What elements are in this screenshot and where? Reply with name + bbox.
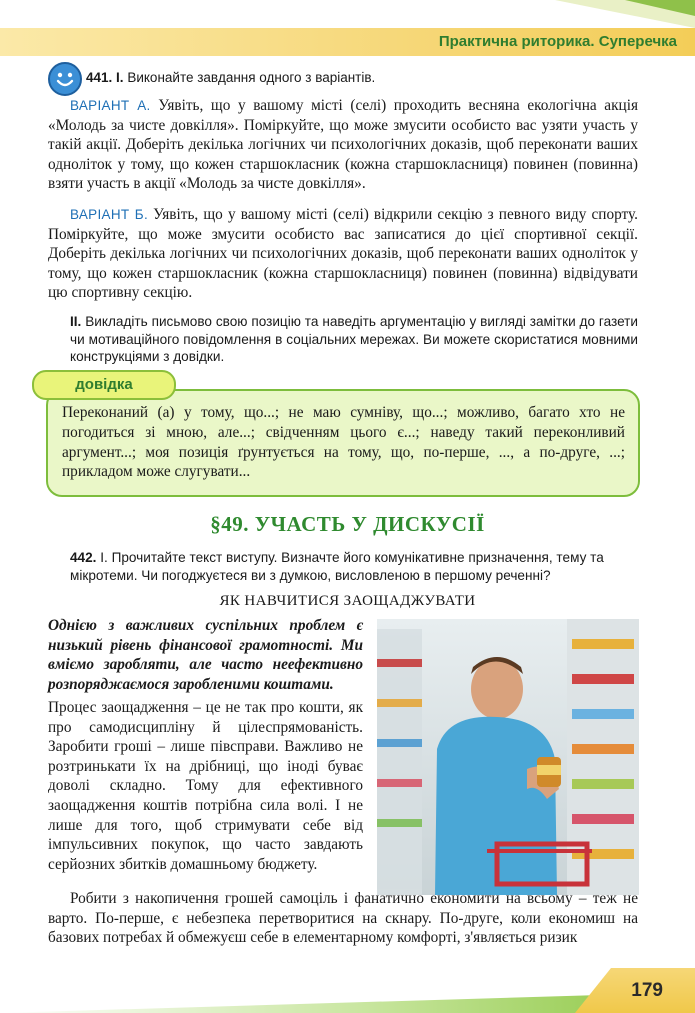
variant-b-text: Уявіть, що у вашому місті (селі) відкрили секцію з певного виду спорту. Поміркуйте, що може змусити особисто вас записатися до цієї спортивної секції. Доберіть декілька логічних чи психологічних доказів, щоб переконати ваших одноліток у тому, що кожен старшокласник (кожна старшокласниця) повинен (повинна) відвідувати цю спортивну секцію. [48, 206, 638, 302]
page-number: 179 [631, 980, 663, 1001]
task-441-part-2 [70, 313, 638, 366]
section-title: §49. УЧАСТЬ У ДИСКУСІЇ [210, 512, 485, 536]
task-part-roman: II. [70, 314, 82, 329]
task-442-heading [70, 549, 640, 584]
article-lead [48, 616, 363, 694]
supermarket-photo [377, 619, 639, 895]
task-number: 442. [70, 550, 97, 565]
task-part-roman: I. [116, 70, 124, 85]
variant-a-paragraph [48, 96, 638, 194]
task-442-text: Прочитайте текст виступу. Визначте його комунікативне призначення, тему та мікротеми. Чи погоджуєтеся ви з думкою, висловленою в першому реченні? [70, 550, 604, 583]
task-part-roman: I. [100, 550, 108, 565]
article-paragraph-2-text: Робити з накопичення грошей самоціль і фанатично економити на всьому – теж не варто. По-перше, є небезпека перетворитися на скнару. По-друге, коли економиш на базових потребах й обмежуєш себе в елементарному комфорті, з'являється ризик [48, 890, 638, 947]
task-instruction: Виконайте завдання одного з варіантів. [127, 70, 376, 85]
article-paragraph-1: Процес заощадження – це не так про кошти, як про самодисципліну й цілеспрямованість. Заробити гроші – лише півсправи. Важливо не розтринькати їх на дрібниці, що іноді буває доволі складно. Тому для ефективного заощадження коштів потрібна сила волі. І не лише для того, щоб стримувати себе від імпульсивних покупок, що часто завдають серйозних збитків домашньому бюджету. [48, 699, 363, 873]
running-header-title: Практична риторика. Суперечка [438, 33, 677, 50]
reference-label: довідка [32, 370, 176, 400]
variant-b-paragraph [48, 205, 638, 303]
variant-a-label: ВАРІАНТ А. [70, 98, 151, 113]
article-paragraph-2 [48, 889, 638, 948]
variant-a-text: Уявіть, що у вашому місті (селі) проходить весняна екологічна акція «Молодь за чисте довкілля». Поміркуйте, що може змусити особисто вас узяти участь у такій акції. Доберіть декілька логічних чи психологічних доказів, щоб переконати ваших одноліток у тому, що кожен старшокласник (кожна старшокласниця) повинен (повинна) взяти участь в акції «Молодь за чисте довкілля». [48, 97, 638, 193]
variant-b-label: ВАРІАНТ Б. [70, 207, 148, 222]
corner-decoration-accent [625, 0, 695, 16]
smiley-face-icon [48, 62, 82, 96]
reference-text: Переконаний (а) у тому, що...; не маю сумніву, що...; можливо, багато хто не погодиться зі мною, але...; свідченням цього є...; наведу такий переконливий аргумент...; моя позиція ґрунтується на тому, що, по-перше, ..., а по-друге, ...; прикладом може слугувати... [62, 404, 625, 481]
article-title: ЯК НАВЧИТИСЯ ЗАОЩАДЖУВАТИ [219, 593, 476, 609]
article-lead-text: Однією з важливих суспільних проблем є низький рівень фінансової грамотності. Ми вміємо заробляти, але часто неефективно розпоряджаємося заробленими коштами. [48, 617, 363, 693]
task-441-heading [86, 70, 666, 85]
task-part-2-text: Викладіть письмово свою позицію та наведіть аргументацію у вигляді замітки до газети чи мотиваційного повідомлення в соціальних мережах. Ви можете скористатися мовними конструкціями з довідки. [70, 314, 638, 364]
bottom-decoration [0, 995, 600, 1013]
task-number: 441. [86, 70, 113, 85]
